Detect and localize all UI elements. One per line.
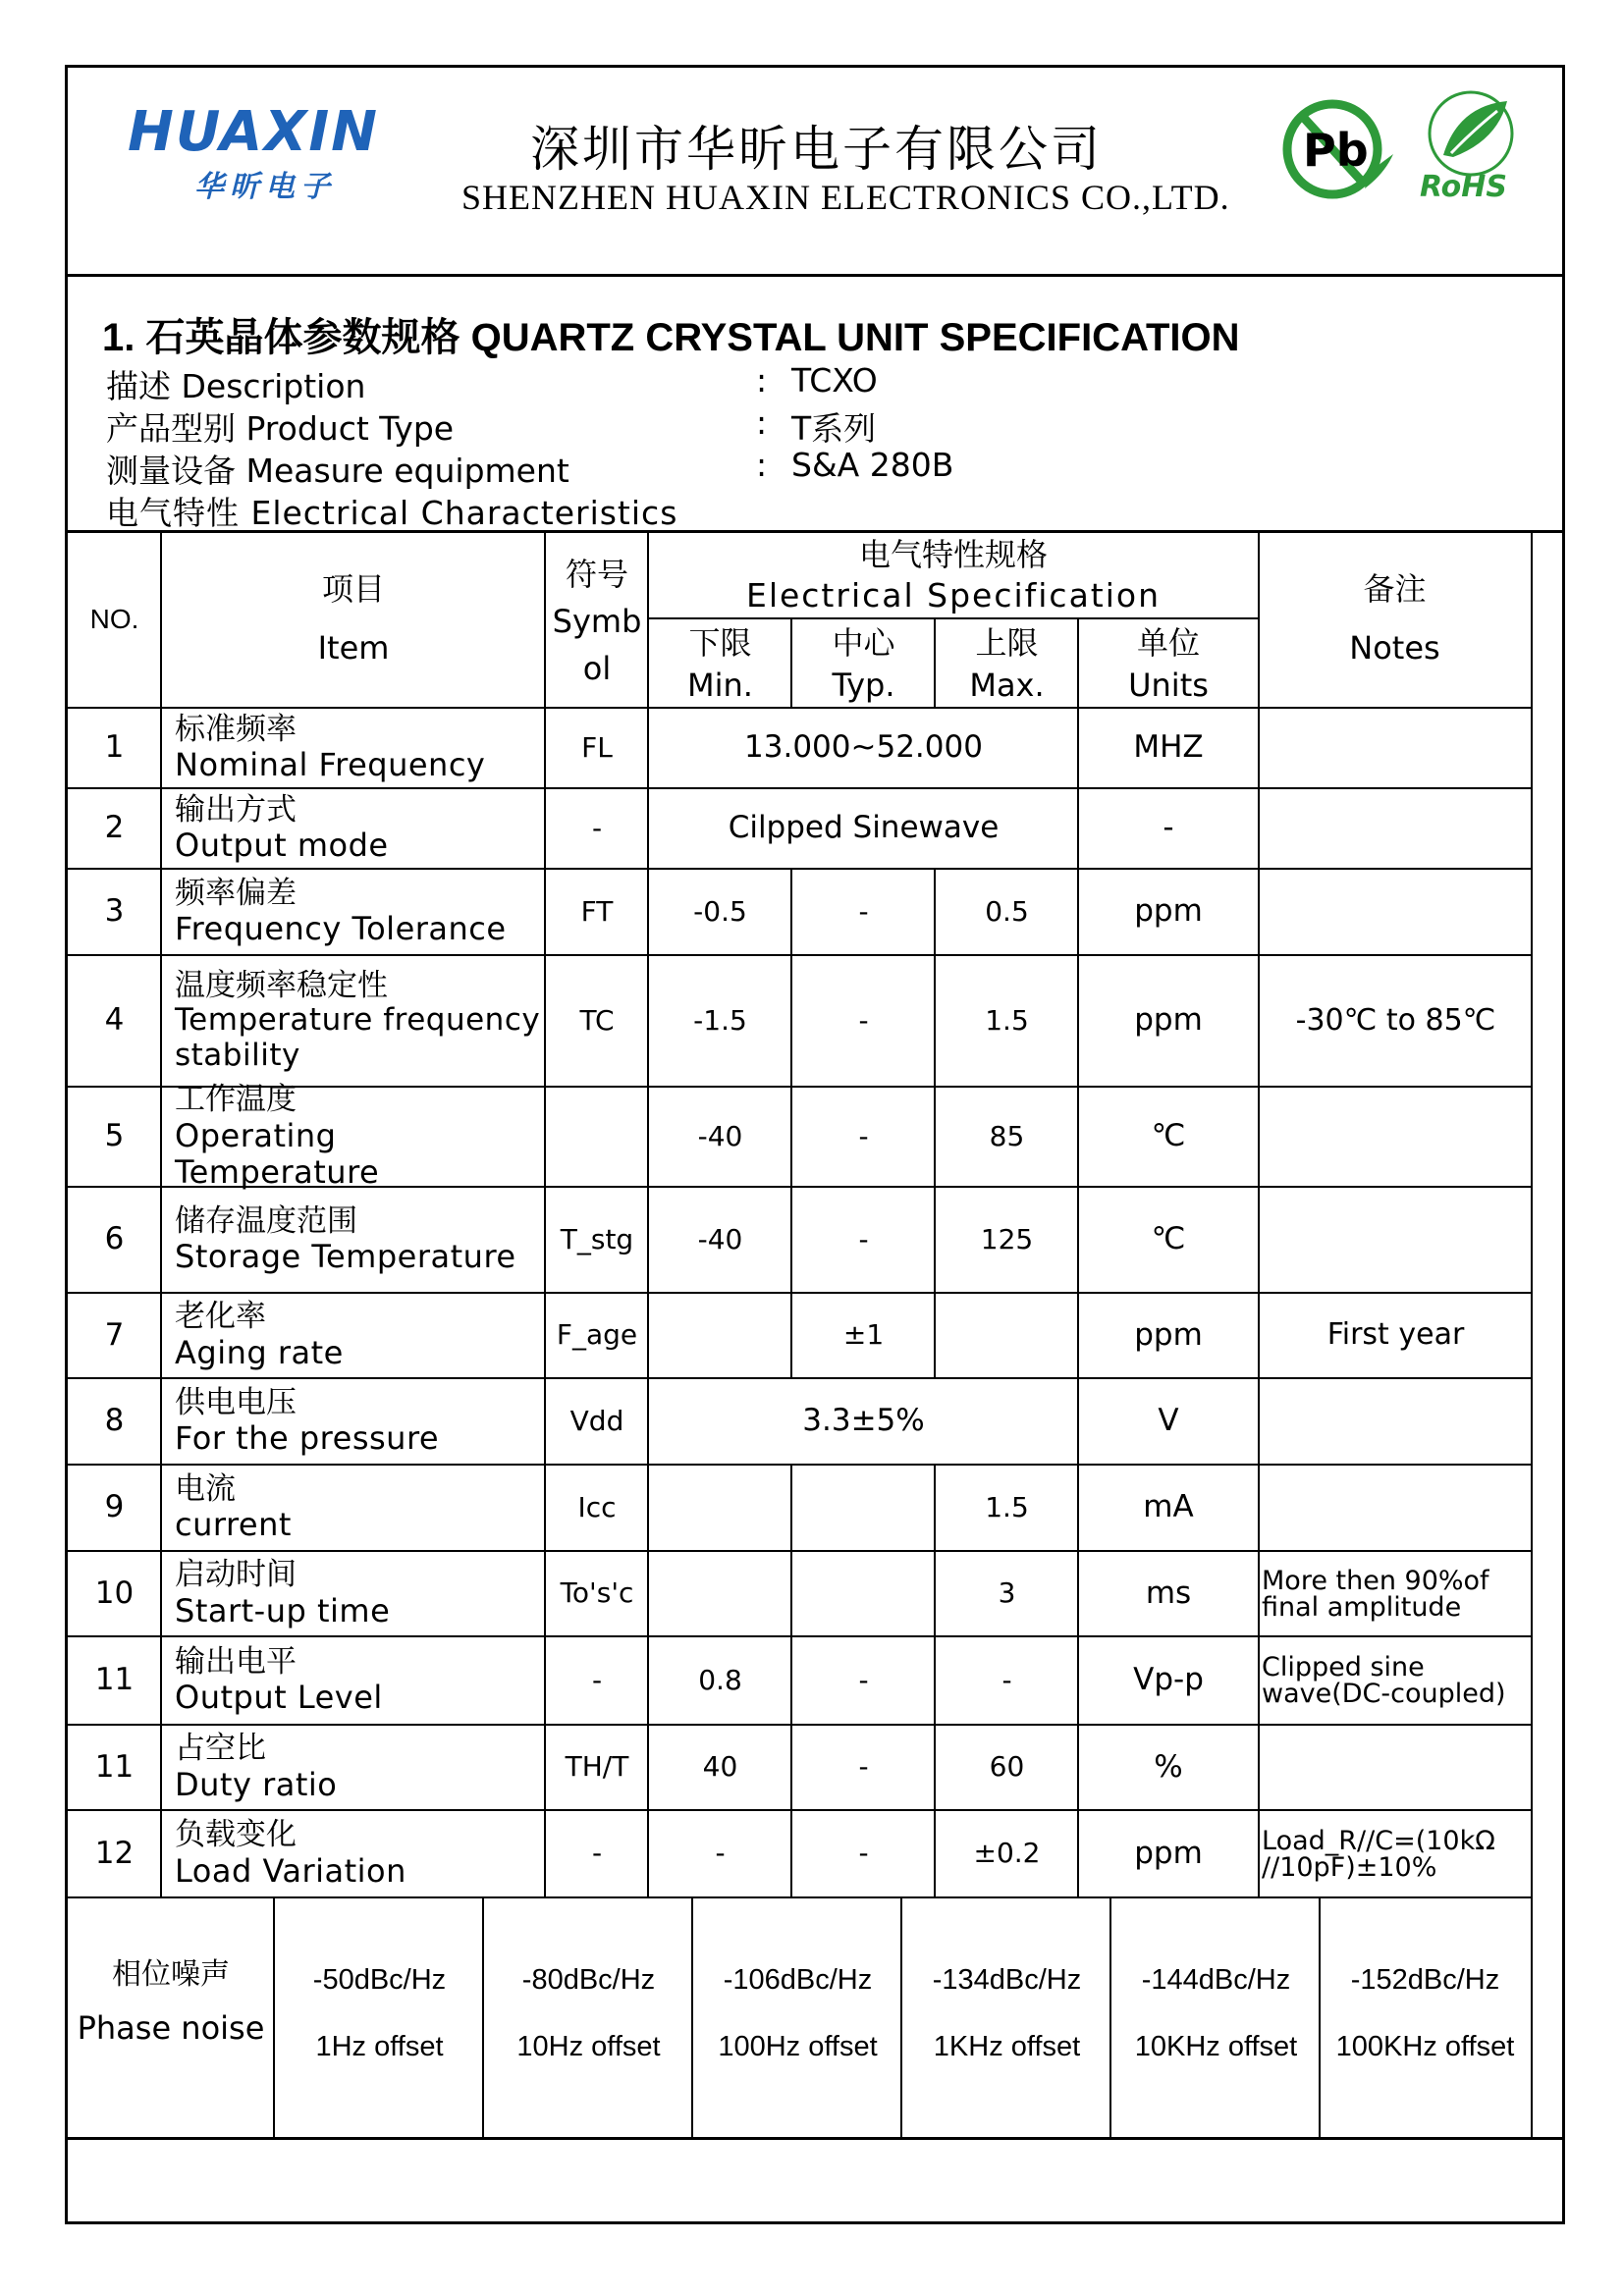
company-name-cn: 深圳市华昕电子有限公司 — [530, 121, 1103, 178]
row-item-en: Load Variation — [175, 1851, 406, 1890]
row-min: -1.5 — [693, 1003, 747, 1037]
header-notes-en: Notes — [1349, 628, 1440, 667]
row-number: 2 — [104, 810, 125, 846]
phase-noise-value: -50dBc/Hz — [312, 1964, 447, 1997]
pb-free-icon — [1281, 95, 1397, 203]
phase-noise-offset: 10KHz offset — [1134, 2031, 1298, 2063]
row-min: -40 — [697, 1222, 743, 1255]
row-number: 10 — [94, 1575, 135, 1611]
header-notes-cn: 备注 — [1363, 569, 1427, 608]
row-note — [1262, 1188, 1530, 1292]
row-number: 11 — [94, 1748, 135, 1785]
row-item-en: Storage Temperature — [175, 1238, 516, 1276]
row-note — [1262, 1466, 1530, 1550]
row-unit: ℃ — [1151, 1118, 1186, 1154]
row-note: Clipped sine wave(DC-coupled) — [1262, 1652, 1506, 1709]
header-item-en: Item — [317, 628, 390, 667]
row-note: -30℃ to 85℃ — [1295, 1002, 1496, 1038]
pb-label: Pb — [1303, 124, 1369, 177]
row-symbol: F_age — [556, 1318, 638, 1352]
row-symbol: - — [591, 1837, 603, 1870]
phase-noise-value: -152dBc/Hz — [1350, 1964, 1500, 1997]
phase-noise-offset: 1KHz offset — [933, 2031, 1081, 2063]
header-min-cn: 下限 — [688, 623, 752, 662]
row-max: ±0.2 — [973, 1837, 1041, 1870]
row-unit: ℃ — [1151, 1221, 1186, 1257]
row-item — [175, 1637, 548, 1724]
row-item-cn: 电流 — [175, 1470, 236, 1507]
row-unit: ppm — [1134, 1316, 1203, 1353]
row-item — [175, 1082, 548, 1191]
row-item — [175, 709, 548, 787]
row-max: 3 — [998, 1576, 1016, 1610]
row-symbol: Vdd — [569, 1404, 624, 1437]
row-typ: - — [858, 1222, 869, 1255]
row-number: 8 — [104, 1403, 125, 1439]
row-item-en: Aging rate — [175, 1333, 344, 1371]
row-item-en: For the pressure — [175, 1419, 440, 1458]
grid-v-line — [691, 1898, 693, 2137]
grid-v-line — [1319, 1898, 1321, 2137]
header-no: NO. — [89, 603, 139, 634]
row-min: 0.8 — [698, 1663, 742, 1696]
row-min — [649, 1552, 791, 1635]
row-typ: - — [858, 1750, 869, 1784]
row-item-en: Duty ratio — [175, 1765, 338, 1803]
row-max — [936, 1294, 1078, 1377]
grid-h-line — [65, 2137, 1565, 2140]
row-min: -0.5 — [693, 894, 747, 928]
row-item-en: Nominal Frequency — [175, 746, 486, 784]
meta-label-equipment: 测量设备 Measure equipment — [106, 452, 569, 490]
row-unit: ppm — [1134, 893, 1203, 930]
row-max: 0.5 — [985, 894, 1029, 928]
row-symbol — [546, 1088, 648, 1186]
row-max: 60 — [989, 1750, 1025, 1784]
row-note: More then 90%of final amplitude — [1262, 1565, 1489, 1623]
row-typ: - — [858, 1837, 869, 1870]
electrical-characteristics-label: 电气特性 Electrical Characteristics — [106, 494, 678, 532]
logo-text: HUAXIN — [128, 100, 380, 164]
phase-noise-offset: 100Hz offset — [718, 2031, 878, 2063]
row-typ: - — [858, 1663, 869, 1696]
grid-v-line — [273, 1898, 275, 2137]
row-number: 6 — [104, 1221, 125, 1257]
grid-v-line — [1109, 1898, 1111, 2137]
row-item — [175, 1188, 548, 1292]
row-item-en: current — [175, 1506, 292, 1544]
row-symbol: TH/T — [565, 1750, 629, 1784]
row-symbol: FT — [580, 894, 614, 928]
row-symbol: Icc — [577, 1490, 617, 1523]
row-number: 5 — [104, 1118, 125, 1154]
row-item-cn: 输出电平 — [175, 1643, 297, 1680]
row-item-cn: 老化率 — [175, 1299, 266, 1335]
row-symbol: TC — [579, 1003, 615, 1037]
row-min: - — [715, 1837, 726, 1870]
row-symbol: To's'c — [560, 1576, 634, 1610]
phase-noise-offset: 10Hz offset — [516, 2031, 661, 2063]
grid-v-line — [482, 1898, 484, 2137]
header-min-en: Min. — [687, 666, 753, 704]
row-spec-range: 13.000~52.000 — [744, 729, 983, 766]
row-symbol: T_stg — [560, 1222, 634, 1255]
header-symbol: 符号 Symb ol — [552, 555, 642, 687]
row-unit: ppm — [1134, 1002, 1203, 1039]
row-item-en: Output Level — [175, 1679, 383, 1717]
row-typ: - — [858, 1003, 869, 1037]
row-item-cn: 负载变化 — [175, 1817, 297, 1853]
row-unit: MHZ — [1133, 729, 1204, 766]
meta-value-description: TCXO — [791, 361, 878, 400]
meta-label-type: 产品型别 Product Type — [106, 409, 455, 448]
meta-colon: : — [756, 403, 768, 442]
logo-cn: 华昕电子 — [194, 170, 336, 204]
row-note — [1262, 1726, 1530, 1809]
row-note — [1262, 870, 1530, 954]
row-item-en: Output mode — [175, 827, 389, 865]
row-item-cn: 供电电压 — [175, 1384, 297, 1420]
rohs-label: RoHS — [1420, 170, 1507, 202]
row-item-en: Temperature frequency stability — [175, 1002, 541, 1073]
row-unit: ppm — [1134, 1835, 1203, 1871]
row-item — [175, 1294, 548, 1377]
grid-h-line — [68, 1896, 1533, 1898]
phase-noise-label-cn: 相位噪声 — [112, 1956, 230, 1992]
phase-noise-value: -106dBc/Hz — [723, 1964, 873, 1997]
phase-noise-offset: 1Hz offset — [315, 2031, 444, 2063]
row-number: 11 — [94, 1662, 135, 1698]
row-typ — [792, 1552, 935, 1635]
row-min — [649, 1294, 791, 1377]
row-item — [175, 1379, 548, 1464]
row-item-cn: 频率偏差 — [175, 875, 297, 911]
grid-h-line — [647, 617, 1258, 619]
row-item-en: Operating Temperature — [175, 1117, 380, 1191]
row-max: 1.5 — [985, 1490, 1029, 1523]
grid-v-line — [900, 1898, 902, 2137]
row-item — [175, 1552, 548, 1635]
header-max-cn: 上限 — [975, 623, 1039, 662]
grid-v-line — [1531, 533, 1533, 2140]
row-number: 1 — [104, 729, 125, 766]
row-item — [175, 1811, 548, 1896]
header-elec-en: Electrical Specification — [745, 576, 1162, 615]
row-typ: - — [858, 894, 869, 928]
rohs-icon — [1414, 86, 1532, 202]
row-max: 125 — [980, 1222, 1034, 1255]
grid-v-line — [1258, 533, 1260, 1896]
meta-value-type: T系列 — [791, 409, 877, 448]
row-item-cn: 标准频率 — [175, 711, 297, 747]
row-typ: - — [858, 1119, 869, 1152]
row-spec-range: 3.3±5% — [802, 1403, 925, 1439]
row-unit: - — [1163, 810, 1174, 846]
header-typ-cn: 中心 — [832, 623, 895, 662]
meta-colon: : — [756, 446, 768, 484]
header-typ-en: Typ. — [832, 666, 895, 704]
row-item — [175, 1726, 548, 1809]
company-logo — [128, 100, 422, 211]
row-item-cn: 工作温度 — [175, 1082, 297, 1118]
row-symbol: - — [591, 811, 603, 844]
row-symbol: - — [591, 1663, 603, 1696]
row-unit: mA — [1143, 1489, 1194, 1525]
row-min: -40 — [697, 1119, 743, 1152]
header-elec-cn: 电气特性规格 — [858, 535, 1048, 573]
row-number: 7 — [104, 1316, 125, 1353]
row-note: Load_R//C=(10kΩ //10pF)±10% — [1262, 1825, 1495, 1883]
row-item — [175, 956, 548, 1086]
header-max-en: Max. — [969, 666, 1045, 704]
row-typ — [792, 1466, 935, 1550]
row-min — [649, 1466, 791, 1550]
row-number: 4 — [104, 1002, 125, 1039]
row-max: 85 — [989, 1119, 1025, 1152]
header-item-cn: 项目 — [321, 569, 385, 608]
company-name-en: SHENZHEN HUAXIN ELECTRONICS CO.,LTD. — [461, 178, 1230, 217]
meta-value-equipment: S&A 280B — [791, 446, 954, 484]
row-note: First year — [1326, 1317, 1465, 1353]
row-item — [175, 1466, 548, 1550]
row-number: 3 — [104, 893, 125, 930]
row-item-cn: 温度频率稳定性 — [175, 967, 388, 1003]
phase-noise-offset: 100KHz offset — [1335, 2031, 1515, 2063]
row-item-cn: 启动时间 — [175, 1557, 297, 1593]
row-number: 9 — [104, 1489, 125, 1525]
phase-noise-value: -80dBc/Hz — [521, 1964, 656, 1997]
row-item-cn: 占空比 — [175, 1731, 266, 1767]
meta-colon: : — [756, 361, 768, 400]
row-item-en: Start-up time — [175, 1591, 391, 1629]
row-item — [175, 870, 548, 954]
row-item-en: Frequency Tolerance — [175, 910, 507, 948]
header-units-en: Units — [1128, 666, 1209, 704]
row-min: 40 — [702, 1750, 738, 1784]
row-note — [1262, 1379, 1530, 1464]
row-max: 1.5 — [985, 1003, 1029, 1037]
row-number: 12 — [94, 1835, 135, 1871]
row-max: - — [1001, 1663, 1012, 1696]
row-unit: Vp-p — [1133, 1662, 1204, 1698]
spec-title: 1. 石英晶体参数规格 QUARTZ CRYSTAL UNIT SPECIFICATION — [102, 316, 1240, 359]
row-item-cn: 储存温度范围 — [175, 1202, 357, 1239]
row-note — [1262, 709, 1530, 787]
header-divider — [65, 274, 1565, 277]
phase-noise-value: -144dBc/Hz — [1141, 1964, 1291, 1997]
row-note — [1262, 789, 1530, 868]
row-typ: ±1 — [842, 1318, 885, 1352]
row-unit: V — [1158, 1403, 1179, 1439]
row-item-cn: 输出方式 — [175, 791, 297, 828]
phase-noise-label-en: Phase noise — [77, 2008, 265, 2047]
row-item — [175, 789, 548, 868]
row-spec-range: Cilpped Sinewave — [728, 810, 1000, 846]
row-symbol: FL — [581, 730, 613, 764]
phase-noise-value: -134dBc/Hz — [932, 1964, 1082, 1997]
row-unit: % — [1154, 1748, 1183, 1785]
header-units-cn: 单位 — [1136, 623, 1200, 662]
row-note — [1262, 1088, 1530, 1186]
row-unit: ms — [1145, 1575, 1192, 1611]
meta-label-description: 描述 Description — [106, 367, 366, 405]
